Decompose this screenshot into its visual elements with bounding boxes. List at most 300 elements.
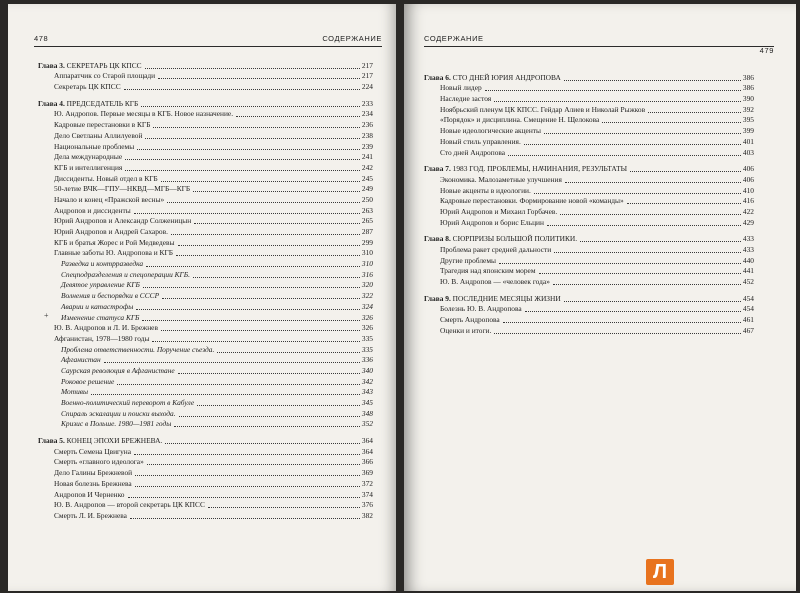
dot-leader [124,89,360,90]
toc-title: Саурская революция в Афганистане [61,365,175,375]
dot-leader [142,320,359,321]
toc-title: КГБ и интеллигенция [54,162,123,172]
right-page [404,4,796,591]
toc-page-number: 241 [361,152,373,162]
dot-leader [171,234,360,235]
toc-page-number: 406 [742,174,754,184]
dot-leader [125,159,360,160]
toc-label [61,419,171,429]
toc-entry[interactable] [424,266,754,277]
toc-page-number: 326 [361,312,373,322]
toc-label [61,302,133,312]
toc-page-number: 390 [742,94,754,104]
toc-label [38,436,162,446]
dot-leader [145,68,360,69]
toc-label [54,479,132,489]
toc-entry[interactable] [38,387,373,398]
toc-label [54,490,125,500]
toc-label [54,131,142,141]
toc-page-number: 399 [742,126,754,136]
toc-entry[interactable] [424,104,754,115]
toc-page-number: 364 [361,436,373,446]
toc-entry[interactable] [38,419,373,430]
running-head: СОДЕРЖАНИЕ [424,34,484,43]
toc-page-number: 265 [361,216,373,226]
toc-title: Другие проблемы [440,255,496,265]
toc-title: Разведка и контрразведка [61,259,144,269]
toc-page-number: 340 [361,365,373,375]
toc-label [54,468,132,478]
chapter-number: Глава 3. [38,60,65,70]
toc-entry[interactable] [38,323,373,334]
toc-entry[interactable] [38,457,373,468]
toc-chapter[interactable] [424,234,754,245]
toc-page-number: 316 [361,269,373,279]
toc-label [440,83,482,93]
toc-label [54,216,191,226]
dot-leader [134,213,360,214]
toc-label [54,184,190,194]
chapter-number: Глава 4. [38,98,65,108]
dot-leader [135,475,360,476]
toc-label [54,163,122,173]
toc-entry[interactable] [38,162,373,173]
dot-leader [547,225,741,226]
toc-title: Военно-политический переворот в Кабуле [61,398,195,407]
dot-leader [485,90,741,91]
toc-label [54,174,158,184]
dot-leader [564,80,741,81]
toc-chapter[interactable] [424,72,754,83]
toc-page-number: 406 [742,164,754,174]
toc-title: Изменение статуса КГБ [61,312,140,322]
toc-entry[interactable] [38,237,373,248]
toc-entry[interactable] [38,130,373,141]
toc-label [61,259,143,269]
toc-page-number: 345 [361,398,373,407]
toc-entry[interactable] [424,196,754,207]
toc-label [61,366,175,376]
toc-title: Мотивы [61,387,88,397]
dot-leader [179,416,360,417]
toc-entry[interactable] [38,376,373,387]
toc-entry[interactable] [38,408,373,419]
toc-label [61,409,176,419]
toc-page-number: 433 [742,234,754,244]
dot-leader [197,405,360,406]
toc-label [61,377,114,387]
toc-entry[interactable] [38,226,373,237]
toc-page-number: 249 [361,184,373,194]
toc-label [54,248,173,258]
dot-leader [554,252,741,253]
dot-leader [178,373,360,374]
toc-entry[interactable] [424,314,754,325]
toc-label [54,500,205,510]
toc-page-number: 217 [361,71,373,81]
margin-mark: + [44,311,49,320]
toc-title: Дела международные [54,152,123,162]
toc-entry[interactable] [38,258,373,269]
toc-page-number: 224 [361,82,373,92]
toc-title: Проблема ответственности. Поручение съезда. [61,344,215,354]
toc-page-number: 441 [742,266,754,276]
toc-page-number: 335 [361,344,373,354]
chapter-number: Глава 9. [424,293,451,303]
toc-title: Юрий Андропов и Александр Солженицын [54,216,192,226]
dot-leader [560,214,741,215]
toc-page-number: 386 [742,72,754,82]
dot-leader [147,464,360,465]
dot-leader [602,122,741,123]
toc-entry[interactable] [424,93,754,104]
dot-leader [494,101,741,102]
toc-label [61,387,88,397]
toc-label [424,164,627,174]
toc-entry[interactable] [424,206,754,217]
dot-leader [539,273,741,274]
toc-page-number: 392 [742,104,754,114]
toc-list [38,60,373,521]
toc-entry[interactable] [38,301,373,312]
toc-label [38,99,138,109]
chapter-number: Глава 7. [424,164,451,174]
toc-chapter[interactable] [38,60,373,71]
toc-page-number: 429 [742,217,754,227]
dot-leader [580,241,741,242]
toc-page-number: 234 [361,109,373,119]
toc-label [424,73,561,83]
toc-label [54,195,164,205]
toc-label [54,109,233,119]
toc-title: СЕКРЕТАРЬ ЦК КПСС [64,60,142,70]
toc-label [61,355,101,365]
toc-title: Сто дней Андропова [440,147,506,157]
dot-leader [125,170,360,171]
toc-page-number: 440 [742,255,754,265]
toc-label [54,227,168,237]
dot-leader [208,507,360,508]
toc-page-number: 374 [361,489,373,499]
toc-label [440,175,562,185]
dot-leader [630,171,741,172]
toc-entry[interactable] [424,325,754,336]
toc-entry[interactable] [38,205,373,216]
toc-title: Новый лидер [440,83,482,93]
toc-entry[interactable] [424,136,754,147]
toc-entry[interactable] [38,333,373,344]
toc-entry[interactable] [424,83,754,94]
dot-leader [565,182,741,183]
toc-page-number: 324 [361,301,373,311]
toc-page-number: 263 [361,205,373,215]
toc-page-number: 386 [742,83,754,93]
toc-label [54,142,134,152]
toc-entry[interactable] [424,115,754,126]
toc-title: Трагедия над японским морем [440,266,536,276]
header-rule [34,46,382,47]
toc-title: Проблема ракет средней дальности [440,245,552,254]
toc-entry[interactable] [38,467,373,478]
dot-leader [176,255,360,256]
dot-leader [128,497,360,498]
toc-page-number: 467 [742,325,754,335]
dot-leader [152,341,359,342]
dot-leader [499,263,741,264]
toc-list [424,72,754,336]
toc-entry[interactable] [38,216,373,227]
dot-leader [135,486,360,487]
toc-title: 50-летие ВЧК—ГПУ—НКВД—МГБ—КГБ [54,184,191,194]
toc-title: Смерть Семена Цвигуна [54,446,132,456]
toc-label [54,82,121,92]
toc-entry[interactable] [38,109,373,120]
page-number: 478 [34,34,49,43]
toc-label [54,71,155,81]
toc-page-number: 452 [742,277,754,287]
toc-title: Оценки и итоги. [440,325,492,335]
toc-label [440,186,531,196]
toc-label [61,291,159,301]
toc-entry[interactable] [424,125,754,136]
toc-title: «Порядок» и дисциплина. Смещение Н. Щелокова [440,115,600,125]
toc-label [54,323,158,333]
toc-page-number: 454 [742,304,754,314]
toc-entry[interactable] [38,478,373,489]
toc-label [440,277,550,287]
toc-entry[interactable] [424,174,754,185]
toc-page-number: 299 [361,237,373,247]
dot-leader [217,352,360,353]
toc-page-number: 310 [361,248,373,258]
toc-page-number: 433 [742,245,754,254]
toc-page-number: 348 [361,408,373,418]
toc-entry[interactable] [38,269,373,280]
toc-label [440,245,551,255]
toc-label [424,234,577,244]
toc-entry[interactable] [38,152,373,163]
toc-title: Аварии и катастрофы [61,301,134,311]
dot-leader [167,202,360,203]
toc-title: Кризис в Польше. 1980—1981 годы [61,419,172,429]
toc-label [440,94,491,104]
toc-entry[interactable] [38,397,373,408]
dot-leader [141,106,360,107]
toc-page-number: 250 [361,194,373,204]
toc-page-number: 322 [361,291,373,301]
dot-leader [544,133,741,134]
toc-title: Секретарь ЦК КПСС [54,82,121,92]
toc-page-number: 335 [361,333,373,343]
toc-title: Смерть Л. И. Брежнева [54,510,127,520]
running-head: СОДЕРЖАНИЕ [322,34,382,43]
toc-title: Ноябрьский пленум ЦК КПСС. Гейдар Алиев и Николай Рыжков [440,104,646,114]
toc-title: СЮРПРИЗЫ БОЛЬШОЙ ПОЛИТИКИ. [450,234,578,244]
dot-leader [553,284,741,285]
dot-leader [146,266,360,267]
toc-chapter[interactable] [38,435,373,446]
toc-label [61,345,214,355]
toc-title: Юрий Андропов и Михаил Горбачев. [440,206,558,216]
dot-leader [174,426,360,427]
toc-page-number: 310 [361,259,373,269]
toc-entry[interactable] [38,81,373,92]
dot-leader [534,193,741,194]
dot-leader [193,277,360,278]
toc-page-number: 320 [361,280,373,290]
toc-title: СТО ДНЕЙ ЮРИЯ АНДРОПОВА [450,72,561,82]
toc-entry[interactable] [38,365,373,376]
toc-label [440,304,522,314]
dot-leader [161,181,360,182]
toc-entry[interactable] [424,147,754,158]
toc-title: Экономика. Малозаметные улучшения [440,174,562,184]
header-rule [424,46,774,47]
toc-page-number: 326 [361,323,373,333]
dot-leader [104,362,360,363]
dot-leader [145,138,360,139]
toc-entry[interactable] [38,446,373,457]
toc-entry[interactable] [38,194,373,205]
toc-label [440,126,541,136]
toc-title: Диссиденты. Новый отдел в КГБ [54,173,158,183]
dot-leader [178,245,360,246]
toc-entry[interactable] [38,71,373,82]
left-page [8,4,396,591]
toc-title: КГБ и братья Жорес и Рой Медведевы [54,237,175,247]
toc-title: Андропов И Черненко [54,489,125,499]
dot-leader [117,384,360,385]
toc-entry[interactable] [424,217,754,228]
toc-entry[interactable] [38,290,373,301]
toc-entry[interactable] [38,184,373,195]
toc-label [440,315,500,325]
toc-page-number: 233 [361,98,373,108]
toc-title: Новая болезнь Брежнева [54,478,132,488]
dot-leader [648,112,741,113]
toc-label [61,270,190,280]
toc-label [54,334,149,344]
toc-entry[interactable] [38,489,373,500]
toc-page-number: 352 [361,419,373,429]
toc-label [440,105,645,115]
toc-title: Афганистан [61,355,101,365]
toc-page-number: 461 [742,315,754,325]
toc-title: Новые идеологические акценты [440,126,541,136]
toc-page-number: 245 [361,173,373,183]
dot-leader [236,116,360,117]
toc-entry[interactable] [38,500,373,511]
toc-entry[interactable] [38,355,373,366]
dot-leader [143,287,360,288]
toc-page-number: 372 [361,478,373,488]
toc-title: Кадровые перестановки в КГБ [54,120,151,130]
toc-page-number: 382 [361,510,373,520]
toc-label [440,218,544,228]
toc-page-number: 403 [742,147,754,157]
dot-leader [134,454,360,455]
toc-entry[interactable] [38,119,373,130]
page-number: 479 [759,46,774,55]
dot-leader [524,144,741,145]
toc-page-number: 217 [361,60,373,70]
toc-entry[interactable] [38,312,373,323]
toc-entry[interactable] [424,185,754,196]
toc-entry[interactable] [38,173,373,184]
toc-chapter[interactable] [38,98,373,109]
dot-leader [162,298,360,299]
toc-label [440,148,505,158]
chapter-number: Глава 5. [38,436,65,446]
dot-leader [153,127,359,128]
toc-label [54,511,127,521]
toc-title: Ю. Андропов. Первые месяцы в КГБ. Новое назначение. [54,109,234,119]
toc-title: 1983 ГОД. ПРОБЛЕМЫ, НАЧИНАНИЯ, РЕЗУЛЬТАТЫ [450,164,628,174]
dot-leader [508,155,741,156]
toc-entry[interactable] [424,276,754,287]
toc-entry[interactable] [424,304,754,315]
toc-label [54,447,131,457]
toc-title: Главные заботы Ю. Андропова и КГБ [54,248,173,258]
toc-chapter[interactable] [424,293,754,304]
toc-label [54,206,131,216]
dot-leader [627,203,741,204]
toc-entry[interactable] [424,255,754,266]
toc-page-number: 239 [361,141,373,151]
toc-page-number: 287 [361,227,373,236]
dot-leader [130,518,360,519]
toc-title: Дело Светланы Аллилуевой [54,130,143,140]
dot-leader [161,330,360,331]
chapter-number: Глава 6. [424,72,451,82]
toc-entry[interactable] [38,248,373,259]
toc-entry[interactable] [424,244,754,255]
toc-title: Болезнь Ю. В. Андропова [440,304,522,314]
toc-title: Ю. В. Андропов — второй секретарь ЦК КПСС [54,500,205,510]
toc-entry[interactable] [38,280,373,291]
toc-page-number: 236 [361,120,373,130]
toc-label [38,61,142,71]
toc-title: Роковое решение [61,376,115,386]
toc-title: Спираль эскалации и поиски выхода. [61,408,176,418]
toc-label [440,326,491,336]
toc-entry[interactable] [38,510,373,521]
toc-title: ПРЕДСЕДАТЕЛЬ КГБ [64,98,139,108]
dot-leader [564,301,741,302]
toc-page-number: 401 [742,136,754,146]
dot-leader [137,149,360,150]
dot-leader [503,322,741,323]
toc-label [54,238,175,248]
toc-page-number: 336 [361,355,373,365]
toc-title: Спецподразделения и спецоперации КГБ. [61,269,190,279]
toc-label [424,294,561,304]
toc-entry[interactable] [38,344,373,355]
toc-label [54,152,122,162]
toc-page-number: 238 [361,130,373,140]
toc-title: Наследие застоя [440,94,492,104]
publisher-logo: Л [646,559,674,585]
toc-title: Кадровые перестановки. Формирование новой «команды» [440,196,624,206]
dot-leader [165,443,360,444]
toc-chapter[interactable] [424,164,754,175]
toc-label [54,120,150,130]
dot-leader [194,223,360,224]
dot-leader [494,333,741,334]
toc-entry[interactable] [38,141,373,152]
toc-title: Юрий Андропов и борис Ельцин [440,217,544,227]
toc-title: Андропов и диссиденты [54,205,131,215]
